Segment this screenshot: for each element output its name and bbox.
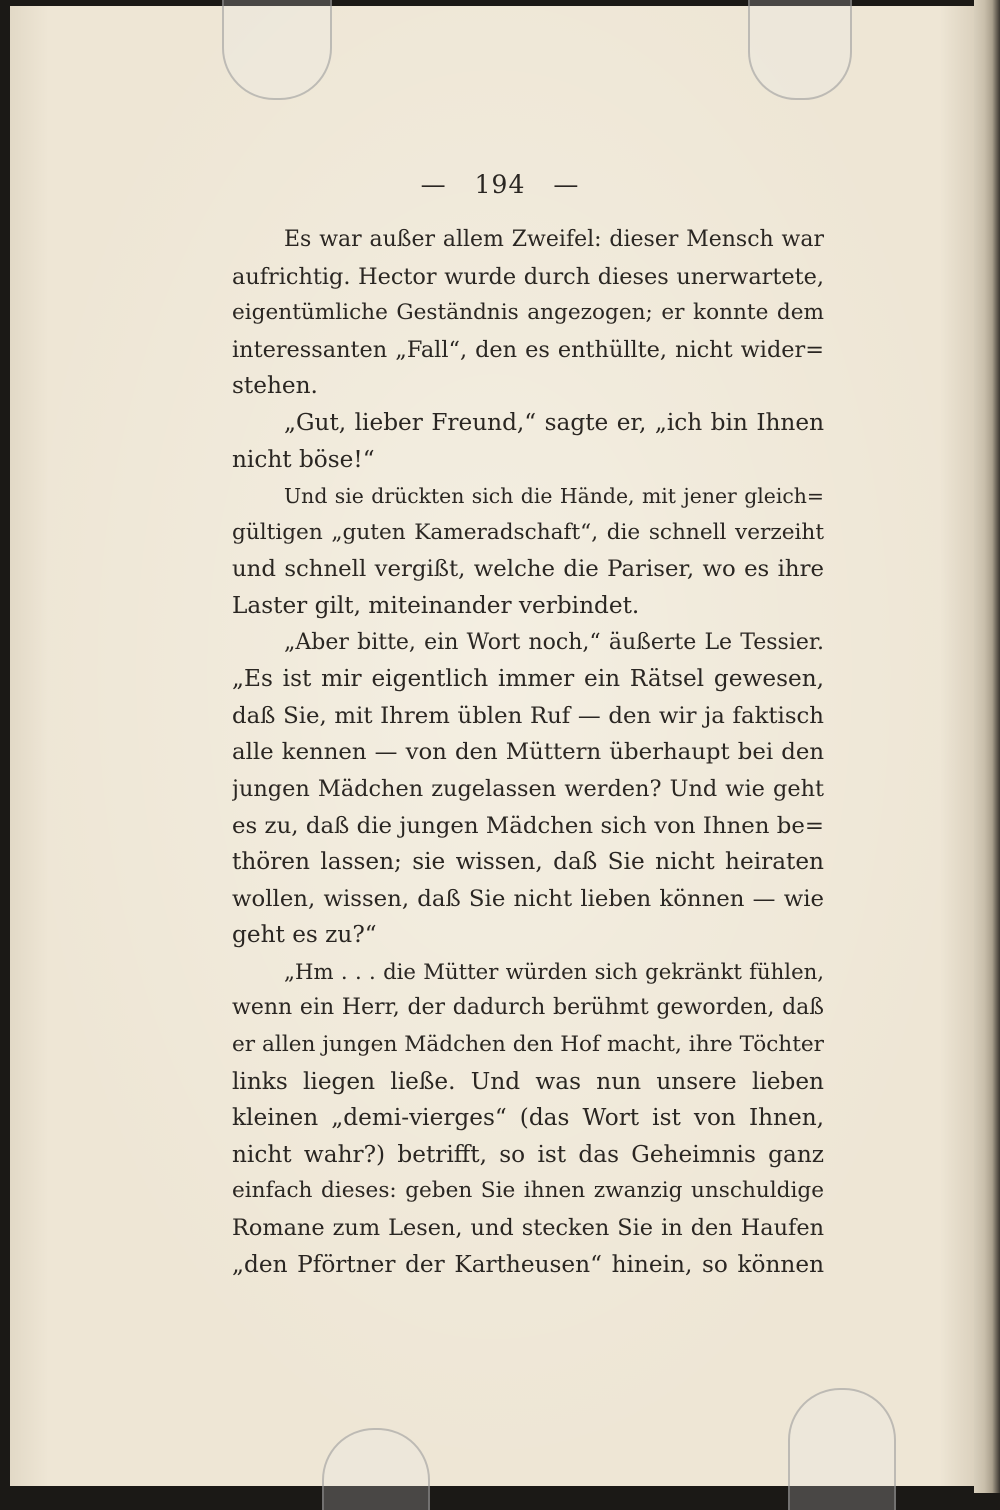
text-line: daß Sie, mit Ihrem üblen Ruf — den wir ja faktisch [232, 702, 824, 729]
text-line: „Gut, lieber Freund,“ sagte er, „ich bin Ihnen [284, 408, 824, 436]
text-line: Laster gilt, miteinander verbindet. [232, 591, 640, 619]
header-dash-right: — [553, 170, 580, 199]
text-line: Romane zum Lesen, und stecken Sie in den Haufen [232, 1215, 824, 1242]
text-line: wollen, wissen, daß Sie nicht lieben können — wie [232, 885, 824, 912]
page-edge-shadow [974, 0, 1000, 1493]
text-line: „Aber bitte, ein Wort noch,“ äußerte Le Tessier. [284, 629, 824, 655]
text-line: und schnell vergißt, welche die Pariser, wo es ihre [232, 556, 824, 583]
text-line: stehen. [232, 372, 318, 400]
text-line: geht es zu?“ [232, 921, 377, 949]
text-line: interessanten „Fall“, den es enthüllte, nicht wider= [232, 336, 824, 363]
text-line: „Es ist mir eigentlich immer ein Rätsel gewesen, [232, 665, 824, 693]
text-line: eigentümliche Geständnis angezogen; er konnte dem [232, 300, 824, 326]
text-line: thören lassen; sie wissen, daß Sie nicht heiraten [232, 848, 824, 876]
text-line: kleinen „demi-vierges“ (das Wort ist von Ihnen, [232, 1104, 824, 1132]
page-header [0, 170, 1000, 199]
text-line: links liegen ließe. Und was nun unsere lieben [232, 1067, 824, 1095]
text-line: er allen jungen Mädchen den Hof macht, ihre Töchter [232, 1032, 824, 1058]
page-clip-top-right [748, 0, 852, 100]
text-line: Und sie drückten sich die Hände, mit jener gleich= [284, 484, 824, 509]
text-line: einfach dieses: geben Sie ihnen zwanzig unschuldige [232, 1178, 824, 1204]
text-line: alle kennen — von den Müttern überhaupt bei den [232, 739, 824, 766]
page-clip-bottom-right [788, 1388, 896, 1510]
text-line: es zu, daß die jungen Mädchen sich von Ihnen be= [232, 812, 824, 839]
body-text [232, 222, 824, 1283]
text-line: aufrichtig. Hector wurde durch dieses unerwartete, [232, 263, 824, 290]
text-line: gültigen „guten Kameradschaft“, die schnell verzeiht [232, 519, 824, 545]
text-line: wenn ein Herr, der dadurch berühmt geworden, daß [232, 995, 824, 1021]
text-line: Es war außer allem Zweifel: dieser Mensch war [284, 227, 824, 252]
text-line: nicht wahr?) betrifft, so ist das Geheimnis ganz [232, 1140, 824, 1168]
page-clip-top-left [222, 0, 332, 100]
text-line: „den Pförtner der Kartheusen“ hinein, so können [232, 1250, 824, 1278]
text-line: nicht böse!“ [232, 445, 375, 473]
page-number: 194 [474, 170, 526, 199]
text-line: „Hm . . . die Mütter würden sich gekränkt fühlen, [284, 958, 824, 984]
header-dash-left: — [420, 170, 447, 199]
text-line: jungen Mädchen zugelassen werden? Und wie geht [232, 775, 824, 802]
